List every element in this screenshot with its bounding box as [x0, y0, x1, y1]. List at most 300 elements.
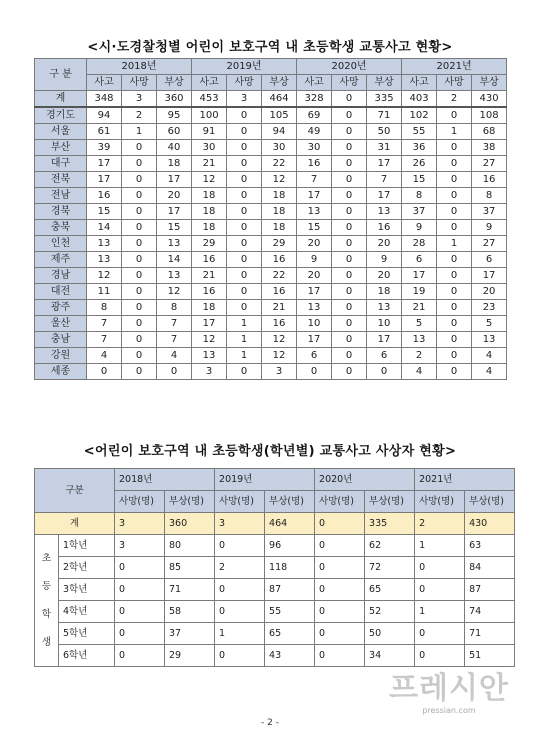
table-cell: 17 — [472, 268, 507, 284]
table-cell: 0 — [122, 140, 157, 156]
table-cell: 21 — [262, 300, 297, 316]
table-cell: 17 — [87, 156, 122, 172]
table2-subheader: 부상(명) — [265, 491, 315, 513]
table-cell: 15 — [157, 220, 192, 236]
table-cell: 1 — [415, 601, 465, 623]
table-cell: 50 — [365, 623, 415, 645]
table1-year-header: 2018년 — [87, 59, 192, 75]
table-row — [35, 645, 515, 667]
table-cell: 0 — [437, 140, 472, 156]
table-cell: 18 — [367, 284, 402, 300]
table-cell: 0 — [115, 645, 165, 667]
table-cell: 1 — [437, 124, 472, 140]
table-cell: 0 — [367, 364, 402, 380]
table-cell: 335 — [367, 91, 402, 108]
table-cell: 0 — [332, 300, 367, 316]
table-row — [35, 204, 507, 220]
table-cell: 28 — [402, 236, 437, 252]
table-cell: 84 — [465, 557, 515, 579]
table-cell: 0 — [437, 316, 472, 332]
table-cell: 68 — [472, 124, 507, 140]
table-cell: 2 — [215, 557, 265, 579]
table-cell: 360 — [157, 91, 192, 108]
table-row — [35, 284, 507, 300]
table-cell: 13 — [192, 348, 227, 364]
table-cell: 9 — [472, 220, 507, 236]
table-row — [35, 172, 507, 188]
table-cell: 17 — [157, 172, 192, 188]
table1-header-label: 구 분 — [35, 59, 87, 91]
table-cell: 10 — [367, 316, 402, 332]
table-cell: 96 — [265, 535, 315, 557]
table-cell: 23 — [472, 300, 507, 316]
table-cell: 0 — [332, 332, 367, 348]
table-cell: 16 — [262, 284, 297, 300]
table1-subheader-row — [35, 75, 507, 91]
table-cell: 0 — [215, 601, 265, 623]
table-cell: 0 — [122, 156, 157, 172]
table-cell: 60 — [157, 124, 192, 140]
table-cell: 0 — [122, 268, 157, 284]
table-cell: 464 — [265, 513, 315, 535]
table-cell: 0 — [437, 172, 472, 188]
table2-subheader: 부상(명) — [165, 491, 215, 513]
table-cell: 0 — [332, 364, 367, 380]
table-cell: 8 — [157, 300, 192, 316]
table-cell: 9 — [367, 252, 402, 268]
region-label: 경북 — [35, 204, 87, 220]
grade-casualty-table — [34, 468, 515, 667]
region-label: 세종 — [35, 364, 87, 380]
table-cell: 0 — [215, 579, 265, 601]
table-row — [35, 300, 507, 316]
table-cell: 430 — [472, 91, 507, 108]
grade-label: 1학년 — [59, 535, 115, 557]
watermark-logo: 프레시안 — [389, 671, 509, 706]
table-cell: 80 — [165, 535, 215, 557]
table-cell: 0 — [437, 188, 472, 204]
table-cell: 13 — [472, 332, 507, 348]
table-row — [35, 535, 515, 557]
region-label: 울산 — [35, 316, 87, 332]
table2-body — [35, 513, 515, 667]
table-cell: 1 — [227, 332, 262, 348]
table-cell: 17 — [297, 188, 332, 204]
table-cell: 63 — [465, 535, 515, 557]
region-label: 대구 — [35, 156, 87, 172]
table-cell: 2 — [437, 91, 472, 108]
table-cell: 71 — [165, 579, 215, 601]
table-cell: 0 — [315, 623, 365, 645]
table-cell: 0 — [332, 268, 367, 284]
table1-subheader: 부상 — [157, 75, 192, 91]
table-cell: 0 — [115, 623, 165, 645]
table1-total-row — [35, 91, 507, 108]
table-cell: 0 — [437, 348, 472, 364]
table-cell: 13 — [367, 300, 402, 316]
table-cell: 22 — [262, 156, 297, 172]
table-cell: 13 — [297, 204, 332, 220]
table-cell: 118 — [265, 557, 315, 579]
table2-subheader: 부상(명) — [465, 491, 515, 513]
table-cell: 18 — [192, 220, 227, 236]
side-label-char: 학 — [41, 608, 52, 620]
table-cell: 0 — [437, 268, 472, 284]
table-cell: 30 — [297, 140, 332, 156]
table-cell: 91 — [192, 124, 227, 140]
table1-subheader: 부상 — [262, 75, 297, 91]
table-row — [35, 332, 507, 348]
table-cell: 348 — [87, 91, 122, 108]
side-label-char: 초 — [41, 552, 52, 564]
table-cell: 17 — [192, 316, 227, 332]
table-cell: 72 — [365, 557, 415, 579]
table-cell: 0 — [437, 364, 472, 380]
table-cell: 0 — [332, 252, 367, 268]
table-cell: 0 — [437, 252, 472, 268]
table-cell: 16 — [262, 316, 297, 332]
table2-year-header: 2020년 — [315, 469, 415, 491]
table-cell: 39 — [87, 140, 122, 156]
table-row — [35, 557, 515, 579]
region-label: 강원 — [35, 348, 87, 364]
table-cell: 52 — [365, 601, 415, 623]
table-cell: 21 — [192, 156, 227, 172]
table-row — [35, 268, 507, 284]
table1-subheader: 부상 — [367, 75, 402, 91]
table-cell: 0 — [115, 579, 165, 601]
table-cell: 38 — [472, 140, 507, 156]
region-label: 충남 — [35, 332, 87, 348]
region-label: 부산 — [35, 140, 87, 156]
table-cell: 105 — [262, 107, 297, 124]
table-cell: 8 — [402, 188, 437, 204]
table-cell: 0 — [227, 220, 262, 236]
table-cell: 29 — [262, 236, 297, 252]
table-cell: 0 — [115, 557, 165, 579]
side-label-char: 등 — [41, 580, 52, 592]
table-cell: 1 — [215, 623, 265, 645]
table-cell: 12 — [192, 172, 227, 188]
table-cell: 17 — [367, 332, 402, 348]
table2-subheader: 부상(명) — [365, 491, 415, 513]
table-cell: 0 — [437, 332, 472, 348]
table-cell: 0 — [415, 579, 465, 601]
region-label: 경기도 — [35, 107, 87, 124]
table-cell: 1 — [227, 316, 262, 332]
table-cell: 4 — [87, 348, 122, 364]
table-cell: 13 — [157, 268, 192, 284]
table-cell: 12 — [262, 348, 297, 364]
table2-year-header: 2018년 — [115, 469, 215, 491]
table-cell: 102 — [402, 107, 437, 124]
table-cell: 20 — [367, 236, 402, 252]
table-cell: 2 — [415, 513, 465, 535]
table-cell: 49 — [297, 124, 332, 140]
table-cell: 9 — [297, 252, 332, 268]
side-label — [35, 535, 59, 667]
table-row — [35, 236, 507, 252]
table-cell: 335 — [365, 513, 415, 535]
table-cell: 62 — [365, 535, 415, 557]
table-cell: 100 — [192, 107, 227, 124]
table-cell: 0 — [437, 300, 472, 316]
table-cell: 51 — [465, 645, 515, 667]
table-cell: 26 — [402, 156, 437, 172]
table-cell: 7 — [297, 172, 332, 188]
table-cell: 21 — [192, 268, 227, 284]
table-cell: 12 — [262, 172, 297, 188]
table-cell: 20 — [367, 268, 402, 284]
table-cell: 87 — [465, 579, 515, 601]
side-label-char: 생 — [41, 636, 52, 648]
table-cell: 0 — [332, 348, 367, 364]
table-cell: 0 — [315, 579, 365, 601]
table-cell: 12 — [87, 268, 122, 284]
table-cell: 13 — [297, 300, 332, 316]
table-cell: 14 — [157, 252, 192, 268]
table-cell: 0 — [227, 107, 262, 124]
table-cell: 0 — [122, 204, 157, 220]
table-cell: 6 — [367, 348, 402, 364]
table-cell: 0 — [122, 188, 157, 204]
table-cell: 7 — [157, 332, 192, 348]
table-cell: 65 — [265, 623, 315, 645]
table-cell: 18 — [262, 220, 297, 236]
table-cell: 0 — [332, 91, 367, 108]
table1-body — [35, 91, 507, 380]
table-cell: 0 — [227, 188, 262, 204]
region-label: 광주 — [35, 300, 87, 316]
table-cell: 87 — [265, 579, 315, 601]
table-cell: 13 — [402, 332, 437, 348]
table-cell: 5 — [472, 316, 507, 332]
table-cell: 0 — [122, 236, 157, 252]
grade-label: 2학년 — [59, 557, 115, 579]
table-cell: 4 — [157, 348, 192, 364]
table1-year-header: 2020년 — [297, 59, 402, 75]
table-cell: 17 — [297, 284, 332, 300]
table-cell: 16 — [472, 172, 507, 188]
table-cell: 0 — [122, 332, 157, 348]
table-cell: 95 — [157, 107, 192, 124]
table-cell: 6 — [402, 252, 437, 268]
table-cell: 0 — [437, 220, 472, 236]
table-cell: 22 — [262, 268, 297, 284]
table-row — [35, 156, 507, 172]
table-cell: 20 — [297, 236, 332, 252]
table-cell: 15 — [297, 220, 332, 236]
region-label: 인천 — [35, 236, 87, 252]
region-label: 경남 — [35, 268, 87, 284]
grade-label: 4학년 — [59, 601, 115, 623]
table-cell: 20 — [157, 188, 192, 204]
table-cell: 5 — [402, 316, 437, 332]
table-cell: 43 — [265, 645, 315, 667]
table-cell: 0 — [332, 172, 367, 188]
table-cell: 1 — [122, 124, 157, 140]
table-cell: 0 — [227, 204, 262, 220]
table-cell: 29 — [165, 645, 215, 667]
table-cell: 94 — [87, 107, 122, 124]
table-cell: 16 — [192, 284, 227, 300]
table-cell: 61 — [87, 124, 122, 140]
table-cell: 0 — [315, 645, 365, 667]
table-cell: 37 — [165, 623, 215, 645]
table-cell: 0 — [332, 204, 367, 220]
table-cell: 3 — [192, 364, 227, 380]
table-cell: 10 — [297, 316, 332, 332]
grade-label: 5학년 — [59, 623, 115, 645]
table-cell: 37 — [472, 204, 507, 220]
table-cell: 8 — [87, 300, 122, 316]
region-label: 충북 — [35, 220, 87, 236]
total-label: 계 — [35, 513, 115, 535]
table1-subheader: 사고 — [402, 75, 437, 91]
table-cell: 17 — [402, 268, 437, 284]
table-cell: 18 — [192, 300, 227, 316]
table-cell: 0 — [332, 124, 367, 140]
table-cell: 0 — [415, 557, 465, 579]
table-cell: 0 — [415, 645, 465, 667]
table-cell: 16 — [297, 156, 332, 172]
table-cell: 17 — [87, 172, 122, 188]
table-cell: 0 — [332, 220, 367, 236]
table-cell: 18 — [192, 204, 227, 220]
grade-label: 3학년 — [59, 579, 115, 601]
table-cell: 453 — [192, 91, 227, 108]
table-cell: 0 — [122, 364, 157, 380]
region-label: 제주 — [35, 252, 87, 268]
table-cell: 30 — [192, 140, 227, 156]
table-cell: 69 — [297, 107, 332, 124]
table-cell: 1 — [437, 236, 472, 252]
table-cell: 14 — [87, 220, 122, 236]
table-cell: 0 — [297, 364, 332, 380]
table-cell: 15 — [87, 204, 122, 220]
table-cell: 37 — [402, 204, 437, 220]
table-cell: 17 — [367, 188, 402, 204]
table-cell: 328 — [297, 91, 332, 108]
table-cell: 31 — [367, 140, 402, 156]
table-cell: 12 — [192, 332, 227, 348]
table-cell: 1 — [415, 535, 465, 557]
table-cell: 12 — [262, 332, 297, 348]
table-cell: 8 — [472, 188, 507, 204]
table-cell: 0 — [122, 300, 157, 316]
table-cell: 29 — [192, 236, 227, 252]
table-cell: 20 — [472, 284, 507, 300]
table-cell: 0 — [332, 107, 367, 124]
table1-subheader: 사망 — [437, 75, 472, 91]
table-cell: 0 — [215, 535, 265, 557]
table-cell: 18 — [262, 188, 297, 204]
table-cell: 0 — [437, 156, 472, 172]
table-cell: 3 — [227, 91, 262, 108]
table2-year-header: 2019년 — [215, 469, 315, 491]
table-cell: 0 — [122, 220, 157, 236]
table-cell: 4 — [472, 364, 507, 380]
table-cell: 403 — [402, 91, 437, 108]
table1-subheader: 사망 — [332, 75, 367, 91]
table-cell: 430 — [465, 513, 515, 535]
table-cell: 17 — [297, 332, 332, 348]
table-row — [35, 124, 507, 140]
table-cell: 3 — [215, 513, 265, 535]
table-cell: 0 — [415, 623, 465, 645]
table-cell: 0 — [227, 252, 262, 268]
table-cell: 0 — [122, 172, 157, 188]
table-cell: 0 — [315, 513, 365, 535]
table-cell: 4 — [402, 364, 437, 380]
table-row — [35, 364, 507, 380]
table-cell: 58 — [165, 601, 215, 623]
table-cell: 0 — [332, 284, 367, 300]
table-row — [35, 579, 515, 601]
table-cell: 0 — [332, 316, 367, 332]
table-cell: 18 — [157, 156, 192, 172]
regional-accident-table — [34, 58, 507, 380]
table-cell: 0 — [227, 236, 262, 252]
table-cell: 55 — [265, 601, 315, 623]
table-cell: 108 — [472, 107, 507, 124]
table-cell: 11 — [87, 284, 122, 300]
table-cell: 7 — [157, 316, 192, 332]
table-cell: 3 — [262, 364, 297, 380]
table-cell: 0 — [437, 107, 472, 124]
table-cell: 0 — [332, 140, 367, 156]
table-cell: 74 — [465, 601, 515, 623]
table-row — [35, 252, 507, 268]
table-cell: 6 — [472, 252, 507, 268]
table-cell: 7 — [87, 316, 122, 332]
table-cell: 0 — [332, 188, 367, 204]
table1-subheader: 사망 — [227, 75, 262, 91]
table2-year-header: 2021년 — [415, 469, 515, 491]
table-cell: 0 — [227, 284, 262, 300]
table-cell: 65 — [365, 579, 415, 601]
table-cell: 0 — [122, 284, 157, 300]
table-cell: 16 — [87, 188, 122, 204]
region-label: 대전 — [35, 284, 87, 300]
table-row — [35, 220, 507, 236]
table-cell: 71 — [367, 107, 402, 124]
table-cell: 0 — [227, 364, 262, 380]
table-cell: 7 — [87, 332, 122, 348]
table-cell: 16 — [367, 220, 402, 236]
table1-year-header: 2019년 — [192, 59, 297, 75]
table-cell: 30 — [262, 140, 297, 156]
table-cell: 94 — [262, 124, 297, 140]
table-cell: 7 — [367, 172, 402, 188]
table-row — [35, 107, 507, 124]
table-row — [35, 348, 507, 364]
table-cell: 0 — [315, 535, 365, 557]
table-cell: 0 — [215, 645, 265, 667]
table1-subheader: 사고 — [87, 75, 122, 91]
grade-label: 6학년 — [59, 645, 115, 667]
region-label: 서울 — [35, 124, 87, 140]
table-cell: 18 — [192, 188, 227, 204]
table-cell: 0 — [227, 124, 262, 140]
table-cell: 16 — [262, 252, 297, 268]
page-number: - 2 - — [261, 718, 279, 728]
table-row — [35, 140, 507, 156]
table-cell: 0 — [115, 601, 165, 623]
table-cell: 16 — [192, 252, 227, 268]
table-row — [35, 188, 507, 204]
table1-subheader: 사고 — [297, 75, 332, 91]
